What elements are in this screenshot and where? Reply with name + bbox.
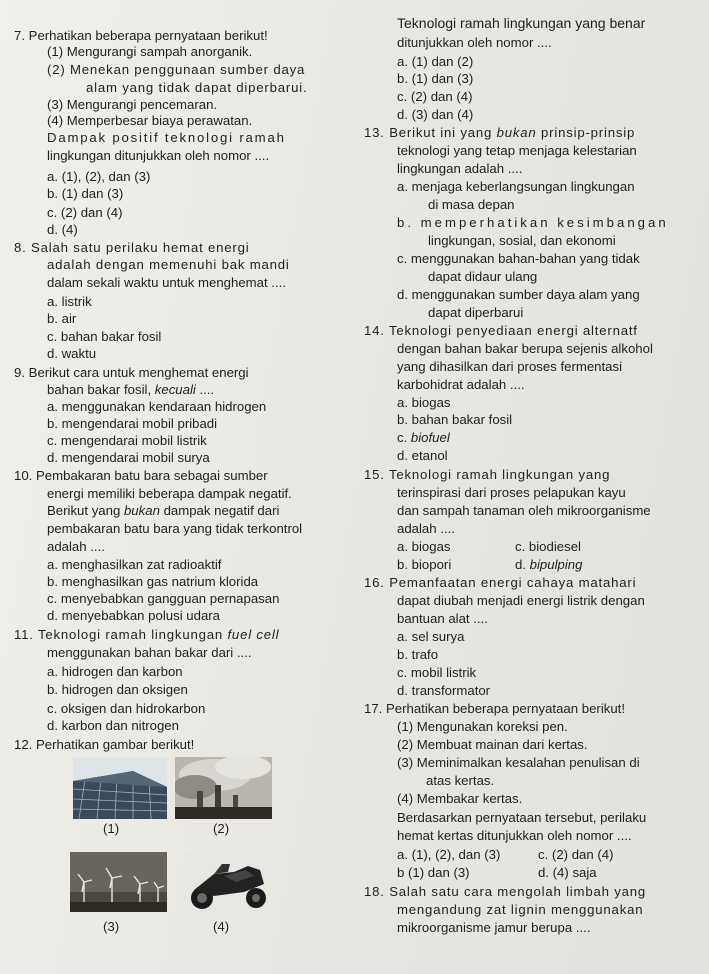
q18-line-2: mengandung zat lignin menggunakan <box>397 902 644 917</box>
q10-option-d[interactable]: d. menyebabkan polusi udara <box>47 608 221 623</box>
image-1-caption: (1) <box>103 821 120 836</box>
q14-option-b[interactable]: b. bahan bakar fosil <box>397 412 513 427</box>
q7-option-a[interactable]: a. (1), (2), dan (3) <box>47 169 151 184</box>
q7-statement-2a: (2) Menekan penggunaan sumber daya <box>47 62 306 77</box>
q7-cont-option-a[interactable]: a. (1) dan (2) <box>397 54 474 69</box>
q16-option-b[interactable]: b. trafo <box>397 647 439 662</box>
q13-line-3: lingkungan adalah .... <box>397 161 523 176</box>
q18-line-1: 18. Salah satu cara mengolah limbah yang <box>364 884 646 899</box>
q9-line-2: bahan bakar fosil, kecuali .... <box>47 382 215 397</box>
q16-option-d[interactable]: d. transformator <box>397 683 491 698</box>
image-4-caption: (4) <box>213 919 230 934</box>
q13-line-2: teknologi yang tetap menjaga kelestarian <box>397 143 637 158</box>
q7-option-d[interactable]: d. (4) <box>47 222 78 237</box>
q16-option-c[interactable]: c. mobil listrik <box>397 665 477 680</box>
q7-statement-2b: alam yang tidak dapat diperbarui. <box>86 80 308 95</box>
q13-option-d-1[interactable]: d. menggunakan sumber daya alam yang <box>397 287 640 302</box>
q7-question-1: Dampak positif teknologi ramah <box>47 130 286 145</box>
q13-option-b-1[interactable]: b. memperhatikan kesimbangan <box>397 215 669 230</box>
q16-line-2: dapat diubah menjadi energi listrik dengan <box>397 593 645 608</box>
q7-cont-line-2: ditunjukkan oleh nomor .... <box>397 35 552 50</box>
q9-line-1: 9. Berikut cara untuk menghemat energi <box>14 365 249 380</box>
q14-option-d[interactable]: d. etanol <box>397 448 448 463</box>
q16-option-a[interactable]: a. sel surya <box>397 629 465 644</box>
q10-line-3: Berikut yang bukan dampak negatif dari <box>47 503 280 518</box>
q18-line-3: mikroorganisme jamur berupa .... <box>397 920 591 935</box>
q14-line-1: 14. Teknologi penyediaan energi alternatf <box>364 323 638 338</box>
q10-line-1: 10. Pembakaran batu bara sebagai sumber <box>14 468 268 483</box>
q7-question-2: lingkungan ditunjukkan oleh nomor .... <box>47 148 270 163</box>
q13-option-c-2: dapat didaur ulang <box>428 269 538 284</box>
q13-option-b-2: lingkungan, sosial, dan ekonomi <box>428 233 616 248</box>
q11-option-b[interactable]: b. hidrogen dan oksigen <box>47 682 188 697</box>
q13-option-d-2: dapat diperbarui <box>428 305 524 320</box>
q13-line-1: 13. Berikut ini yang bukan prinsip-prinsip <box>364 125 636 140</box>
q17-option-d[interactable]: d. (4) saja <box>538 865 597 880</box>
wind-turbines-image <box>70 852 167 912</box>
q13-option-a-2: di masa depan <box>428 197 515 212</box>
q8-line-1: 8. Salah satu perilaku hemat energi <box>14 240 250 255</box>
q11-option-d[interactable]: d. karbon dan nitrogen <box>47 718 179 733</box>
q8-option-b[interactable]: b. air <box>47 311 77 326</box>
q17-question-1: Berdasarkan pernyataan tersebut, perilaku <box>397 810 647 825</box>
q10-option-a[interactable]: a. menghasilkan zat radioaktif <box>47 557 222 572</box>
q9-option-c[interactable]: c. mengendarai mobil listrik <box>47 433 207 448</box>
q17-statement-2: (2) Membuat mainan dari kertas. <box>397 737 588 752</box>
q7-stem: 7. Perhatikan beberapa pernyataan berikut! <box>14 28 268 43</box>
q15-line-4: adalah .... <box>397 521 455 536</box>
q14-line-2: dengan bahan bakar berupa sejenis alkohol <box>397 341 653 356</box>
q9-option-b[interactable]: b. mengendarai mobil pribadi <box>47 416 218 431</box>
q17-option-c[interactable]: c. (2) dan (4) <box>538 847 614 862</box>
q11-option-c[interactable]: c. oksigen dan hidrokarbon <box>47 701 206 716</box>
q7-option-b[interactable]: b. (1) dan (3) <box>47 186 124 201</box>
q11-option-a[interactable]: a. hidrogen dan karbon <box>47 664 183 679</box>
q7-statement-1: (1) Mengurangi sampah anorganik. <box>47 44 253 59</box>
q13-option-a-1[interactable]: a. menjaga keberlangsungan lingkungan <box>397 179 635 194</box>
image-3-caption: (3) <box>103 919 120 934</box>
q14-line-4: karbohidrat adalah .... <box>397 377 525 392</box>
q17-option-a[interactable]: a. (1), (2), dan (3) <box>397 847 501 862</box>
q7-cont-option-b[interactable]: b. (1) dan (3) <box>397 71 474 86</box>
factory-smoke-image <box>175 757 272 819</box>
solar-panels-image <box>73 757 167 819</box>
q9-option-d[interactable]: d. mengendarai mobil surya <box>47 450 210 465</box>
q14-line-3: yang dihasilkan dari proses fermentasi <box>397 359 623 374</box>
q15-option-b[interactable]: b. biopori <box>397 557 452 572</box>
q7-option-c[interactable]: c. (2) dan (4) <box>47 205 123 220</box>
image-2-caption: (2) <box>213 821 230 836</box>
q7-statement-3: (3) Mengurangi pencemaran. <box>47 97 218 112</box>
q17-question-2: hemat kertas ditunjukkan oleh nomor .... <box>397 828 632 843</box>
q16-line-1: 16. Pemanfaatan energi cahaya matahari <box>364 575 637 590</box>
q17-option-b[interactable]: b (1) dan (3) <box>397 865 470 880</box>
q8-option-d[interactable]: d. waktu <box>47 346 97 361</box>
q9-option-a[interactable]: a. menggunakan kendaraan hidrogen <box>47 399 267 414</box>
q17-line-1: 17. Perhatikan beberapa pernyataan berikut! <box>364 701 626 716</box>
q10-option-c[interactable]: c. menyebabkan gangguan pernapasan <box>47 591 280 606</box>
q13-option-c-1[interactable]: c. menggunakan bahan-bahan yang tidak <box>397 251 640 266</box>
q10-option-b[interactable]: b. menghasilkan gas natrium klorida <box>47 574 259 589</box>
q10-line-4: pembakaran batu bara yang tidak terkontrol <box>47 521 303 536</box>
q8-line-2: adalah dengan memenuhi bak mandi <box>47 257 290 272</box>
q15-line-3: dan sampah tanaman oleh mikroorganisme <box>397 503 651 518</box>
q11-line-1: 11. Teknologi ramah lingkungan fuel cell <box>14 627 280 642</box>
q7-cont-line-1: Teknologi ramah lingkungan yang benar <box>397 15 646 31</box>
q8-option-c[interactable]: c. bahan bakar fosil <box>47 329 162 344</box>
q17-statement-3b: atas kertas. <box>426 773 495 788</box>
q14-option-c[interactable]: c. biofuel <box>397 430 450 445</box>
q8-line-3: dalam sekali waktu untuk menghemat .... <box>47 275 286 290</box>
q17-statement-4: (4) Membakar kertas. <box>397 791 523 806</box>
q8-option-a[interactable]: a. listrik <box>47 294 92 309</box>
q12-line-1: 12. Perhatikan gambar berikut! <box>14 737 195 752</box>
q17-statement-3a: (3) Meminimalkan kesalahan penulisan di <box>397 755 640 770</box>
q15-line-1: 15. Teknologi ramah lingkungan yang <box>364 467 611 482</box>
q15-option-c[interactable]: c. biodiesel <box>515 539 581 554</box>
motorcycle-image <box>184 852 272 912</box>
q17-statement-1: (1) Mengunakan koreksi pen. <box>397 719 568 734</box>
q15-option-a[interactable]: a. biogas <box>397 539 451 554</box>
q10-line-5: adalah .... <box>47 539 105 554</box>
q10-line-2: energi memiliki beberapa dampak negatif. <box>47 486 292 501</box>
q14-option-a[interactable]: a. biogas <box>397 395 451 410</box>
q15-line-2: terinspirasi dari proses pelapukan kayu <box>397 485 626 500</box>
q11-line-2: menggunakan bahan bakar dari .... <box>47 645 252 660</box>
q7-statement-4: (4) Memperbesar biaya perawatan. <box>47 113 253 128</box>
q7-cont-option-d[interactable]: d. (3) dan (4) <box>397 107 474 122</box>
q15-option-d[interactable]: d. bipulping <box>515 557 583 572</box>
q7-cont-option-c[interactable]: c. (2) dan (4) <box>397 89 473 104</box>
q16-line-3: bantuan alat .... <box>397 611 488 626</box>
